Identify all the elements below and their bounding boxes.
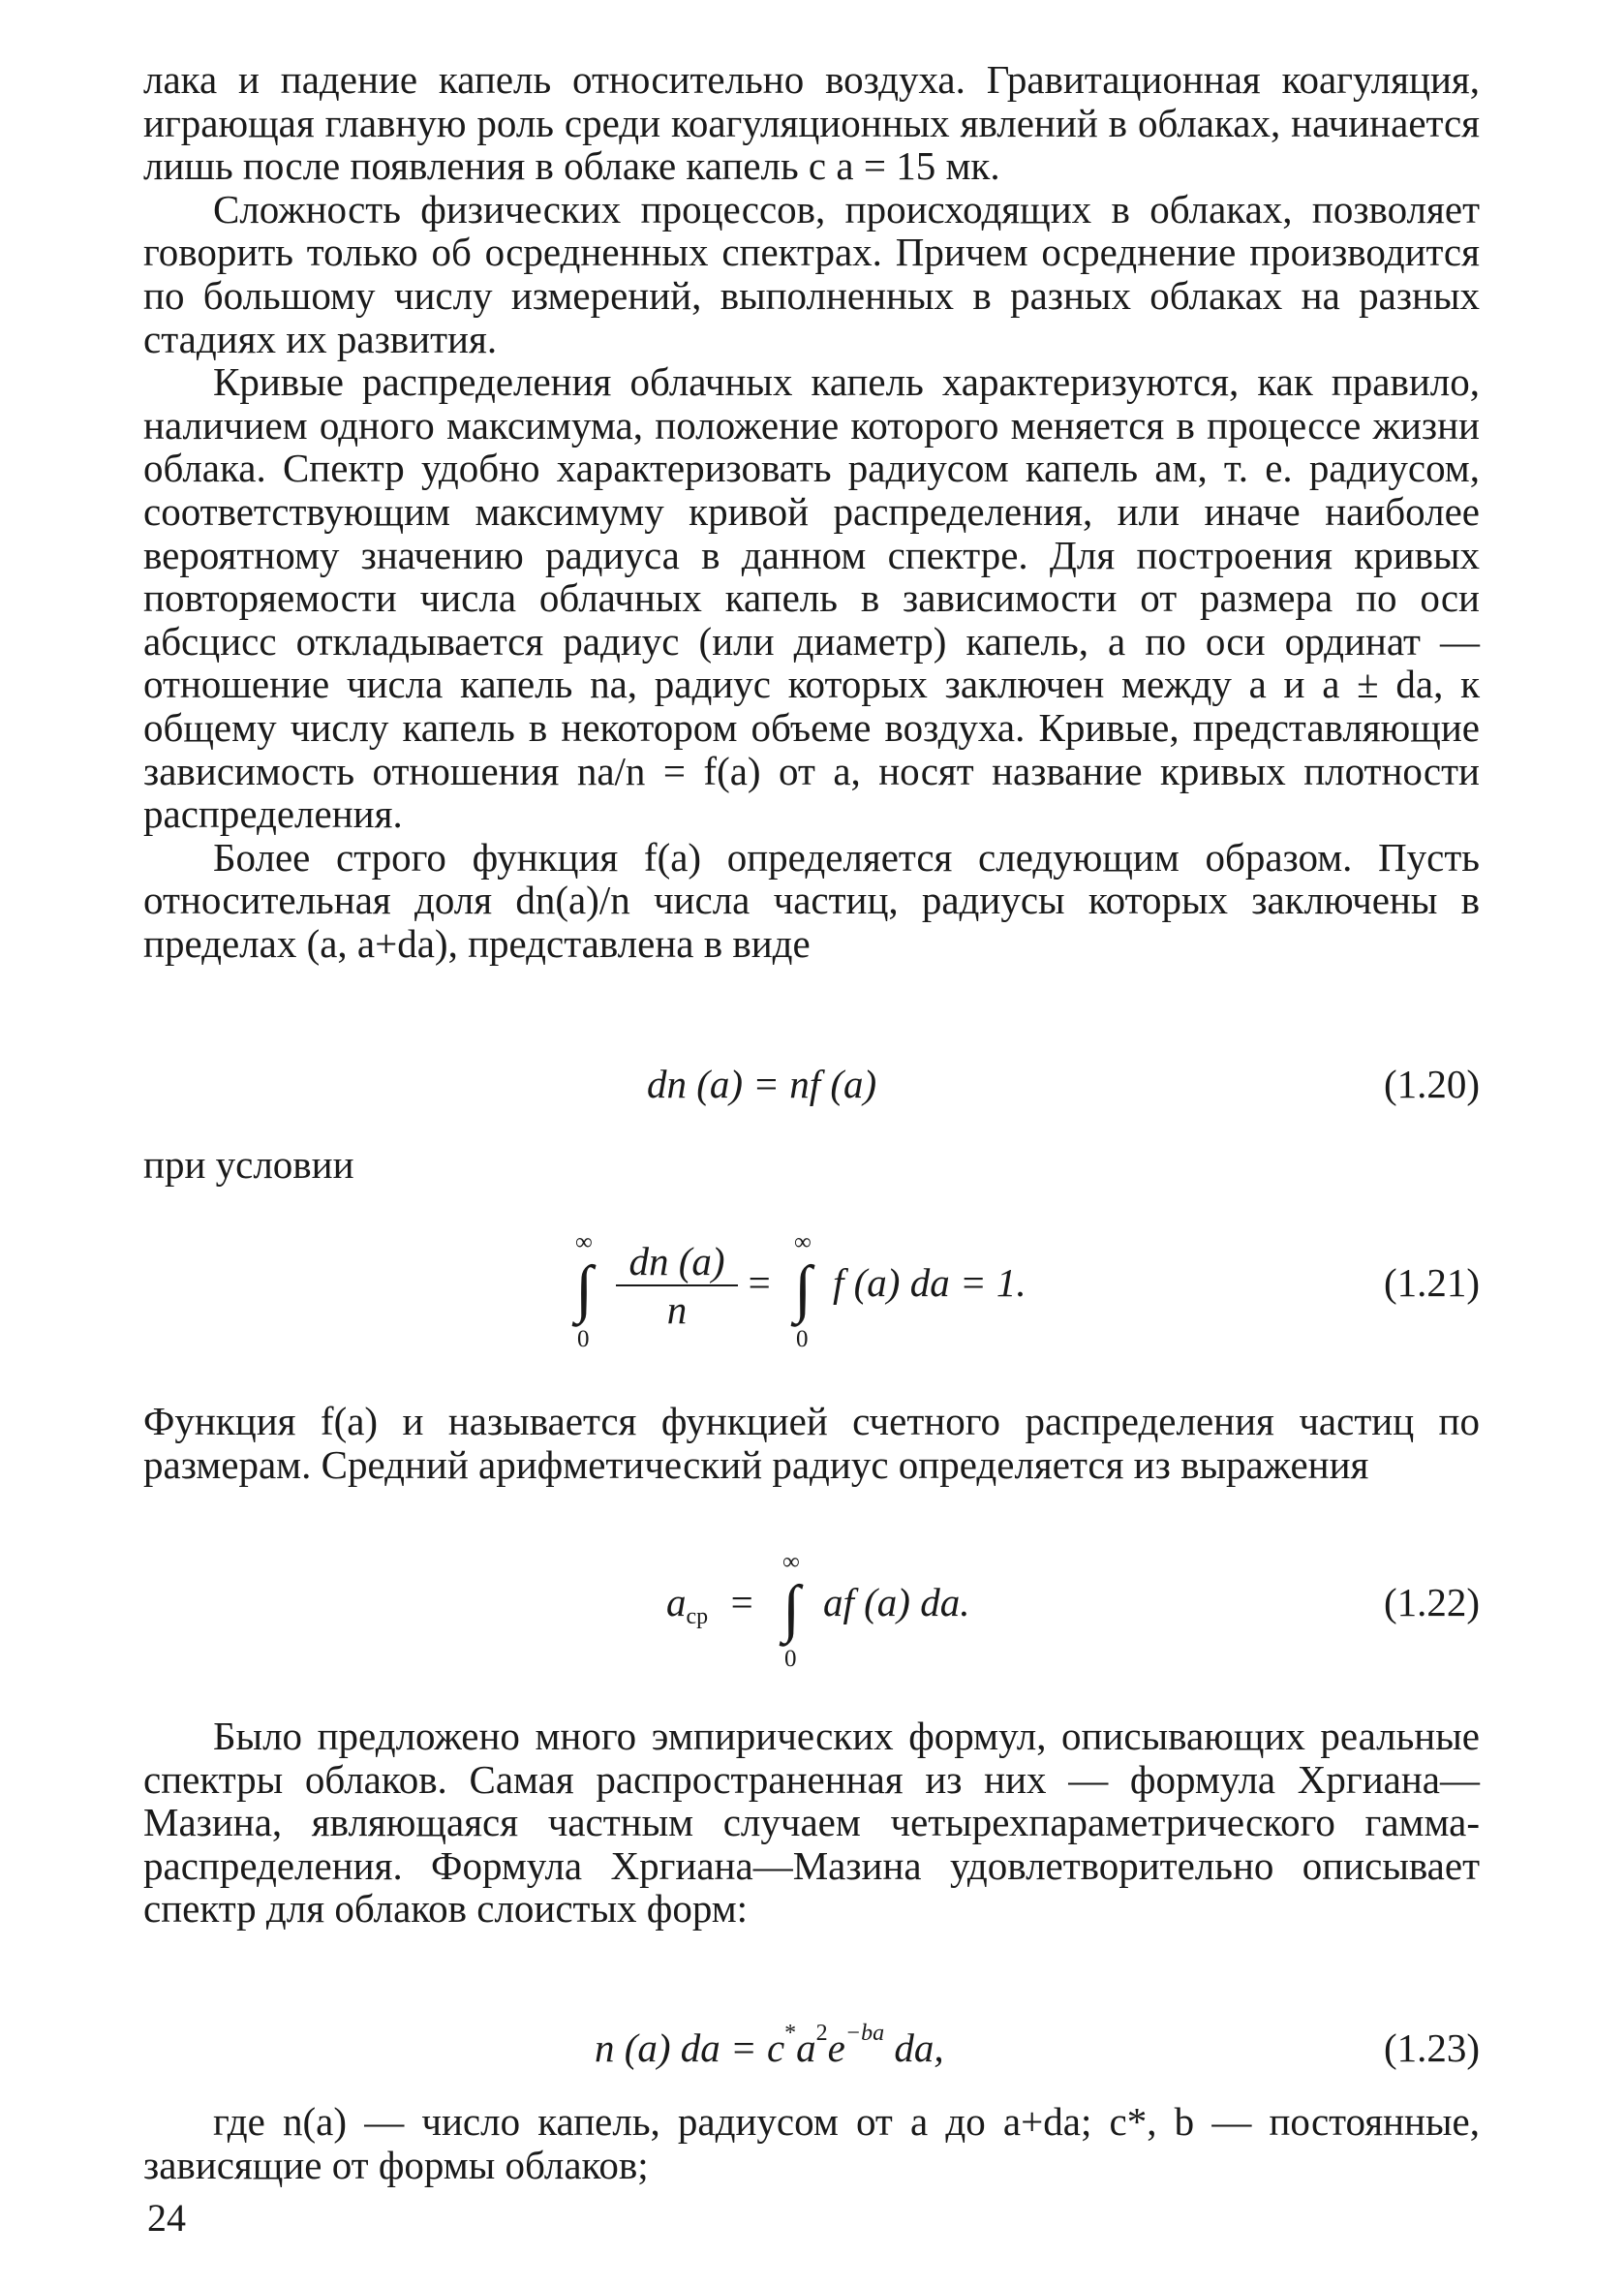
paragraph-2: Сложность физических процессов, происходящих в облаках, позволяет говорить только об осредненных спектрах. Причем осреднение производится по большому числу измерений, выполненных в разных облаках на разных стадиях их развития. (143, 186, 1480, 361)
equation-1-20-body: dn (a) = nf (a) (647, 1062, 877, 1106)
integral-sign-3: ∫ (782, 1573, 801, 1644)
equation-1-21-number: (1.21) (1383, 1260, 1480, 1305)
text-block-top (143, 58, 1480, 965)
equation-1-23-lhs: n (a) da = c (595, 2025, 785, 2070)
equals-sign: = (746, 1260, 773, 1305)
text-block-lower (143, 1715, 1480, 1931)
equation-1-20-number: (1.20) (1383, 1062, 1480, 1106)
text-block-condition (143, 1143, 1480, 1187)
integral-3-lower-limit: 0 (784, 1646, 797, 1672)
text-block-middle (143, 1400, 1480, 1486)
equation-1-23-e-exponent: −ba (844, 2021, 885, 2046)
paragraph-4: Более строго функция f(a) определяется следующим образом. Пусть относительная доля dn(a)/n числа частиц, радиусы которых заключены в пределах (a, a+da), представлена в виде (143, 834, 1480, 966)
paragraph-8: где n(a) — число капель, радиусом от a до a+da; c*, b — постоянные, зависящие от формы облаков; (143, 2099, 1480, 2187)
equation-1-23-number: (1.23) (1383, 2025, 1480, 2070)
equation-1-23-a-exponent: 2 (815, 2021, 828, 2046)
equation-1-23-body (595, 2021, 944, 2071)
equation-1-23-e: e (827, 2025, 845, 2070)
equation-1-23-tail: da, (894, 2025, 944, 2070)
fraction-numerator: dn (a) (628, 1239, 725, 1283)
fraction-denominator: n (666, 1287, 688, 1332)
equation-1-22-lhs-subscript: ср (686, 1604, 709, 1629)
integral-sign-2: ∫ (794, 1253, 812, 1324)
paragraph-5: при условии (143, 1142, 354, 1187)
integral-sign-1: ∫ (575, 1253, 594, 1324)
integral-3-upper-limit: ∞ (782, 1549, 800, 1575)
equation-1-21 (143, 1230, 1480, 1356)
equals-sign-2: = (728, 1580, 755, 1624)
equation-1-22-lhs-symbol: a (666, 1580, 687, 1624)
paragraph-3: Кривые распределения облачных капель характеризуются, как правило, наличием одного максимума, положение которого меняется в процессе жизни облака. Спектр удобно характеризовать радиусом капель aм, т. е. радиусом, соответствующим максимуму кривой распределения, или иначе наиболее вероятному значению радиуса в данном спектре. Для построения кривых повторяемости числа облачных капель в зависимости от размера по оси абсцисс откладывается радиус (или диаметр) капель, а по оси ординат — отношение числа капель na, радиус которых заключен между a и a ± da, к общему числу капель в некотором объеме воздуха. Кривые, представляющие зависимость отношения na/n = f(a) от a, носят название кривых плотности распределения. (143, 359, 1480, 837)
equation-1-23 (143, 2021, 1480, 2083)
page-number: 24 (147, 2196, 186, 2240)
equation-1-22-rhs: af (a) da. (823, 1580, 970, 1624)
equation-1-22 (143, 1550, 1480, 1676)
paragraph-6: Функция f(a) и называется функцией счетного распределения частиц по размерам. Средний арифметический радиус определяется из выражения (143, 1399, 1480, 1487)
equation-1-20 (143, 1061, 1480, 1119)
integral-1-upper-limit: ∞ (575, 1229, 593, 1255)
integral-1-lower-limit: 0 (577, 1326, 590, 1352)
text-block-bottom (143, 2100, 1480, 2186)
integral-2-upper-limit: ∞ (794, 1229, 812, 1255)
paragraph-1: лака и падение капель относительно воздуха. Гравитационная коагуляция, играющая главную роль среди коагуляционных явлений в облаках, начинается лишь после появления в облаке капель с a = 15 мк. (143, 57, 1480, 189)
equation-1-23-star: * (784, 2021, 797, 2046)
integral-2-lower-limit: 0 (796, 1326, 809, 1352)
equation-1-22-number: (1.22) (1383, 1580, 1480, 1624)
equation-1-22-lhs (666, 1579, 709, 1629)
equation-1-23-a: a (796, 2025, 816, 2070)
equation-1-21-rhs: f (a) da = 1. (833, 1260, 1026, 1305)
paragraph-7: Было предложено много эмпирических формул, описывающих реальные спектры облаков. Самая распространенная из них — формула Хргиана—Мазина, являющаяся частным случаем четырехпараметрического гамма-распределения. Формула Хргиана—Мазина удовлетворительно описывает спектр для облаков слоистых форм: (143, 1714, 1480, 1932)
